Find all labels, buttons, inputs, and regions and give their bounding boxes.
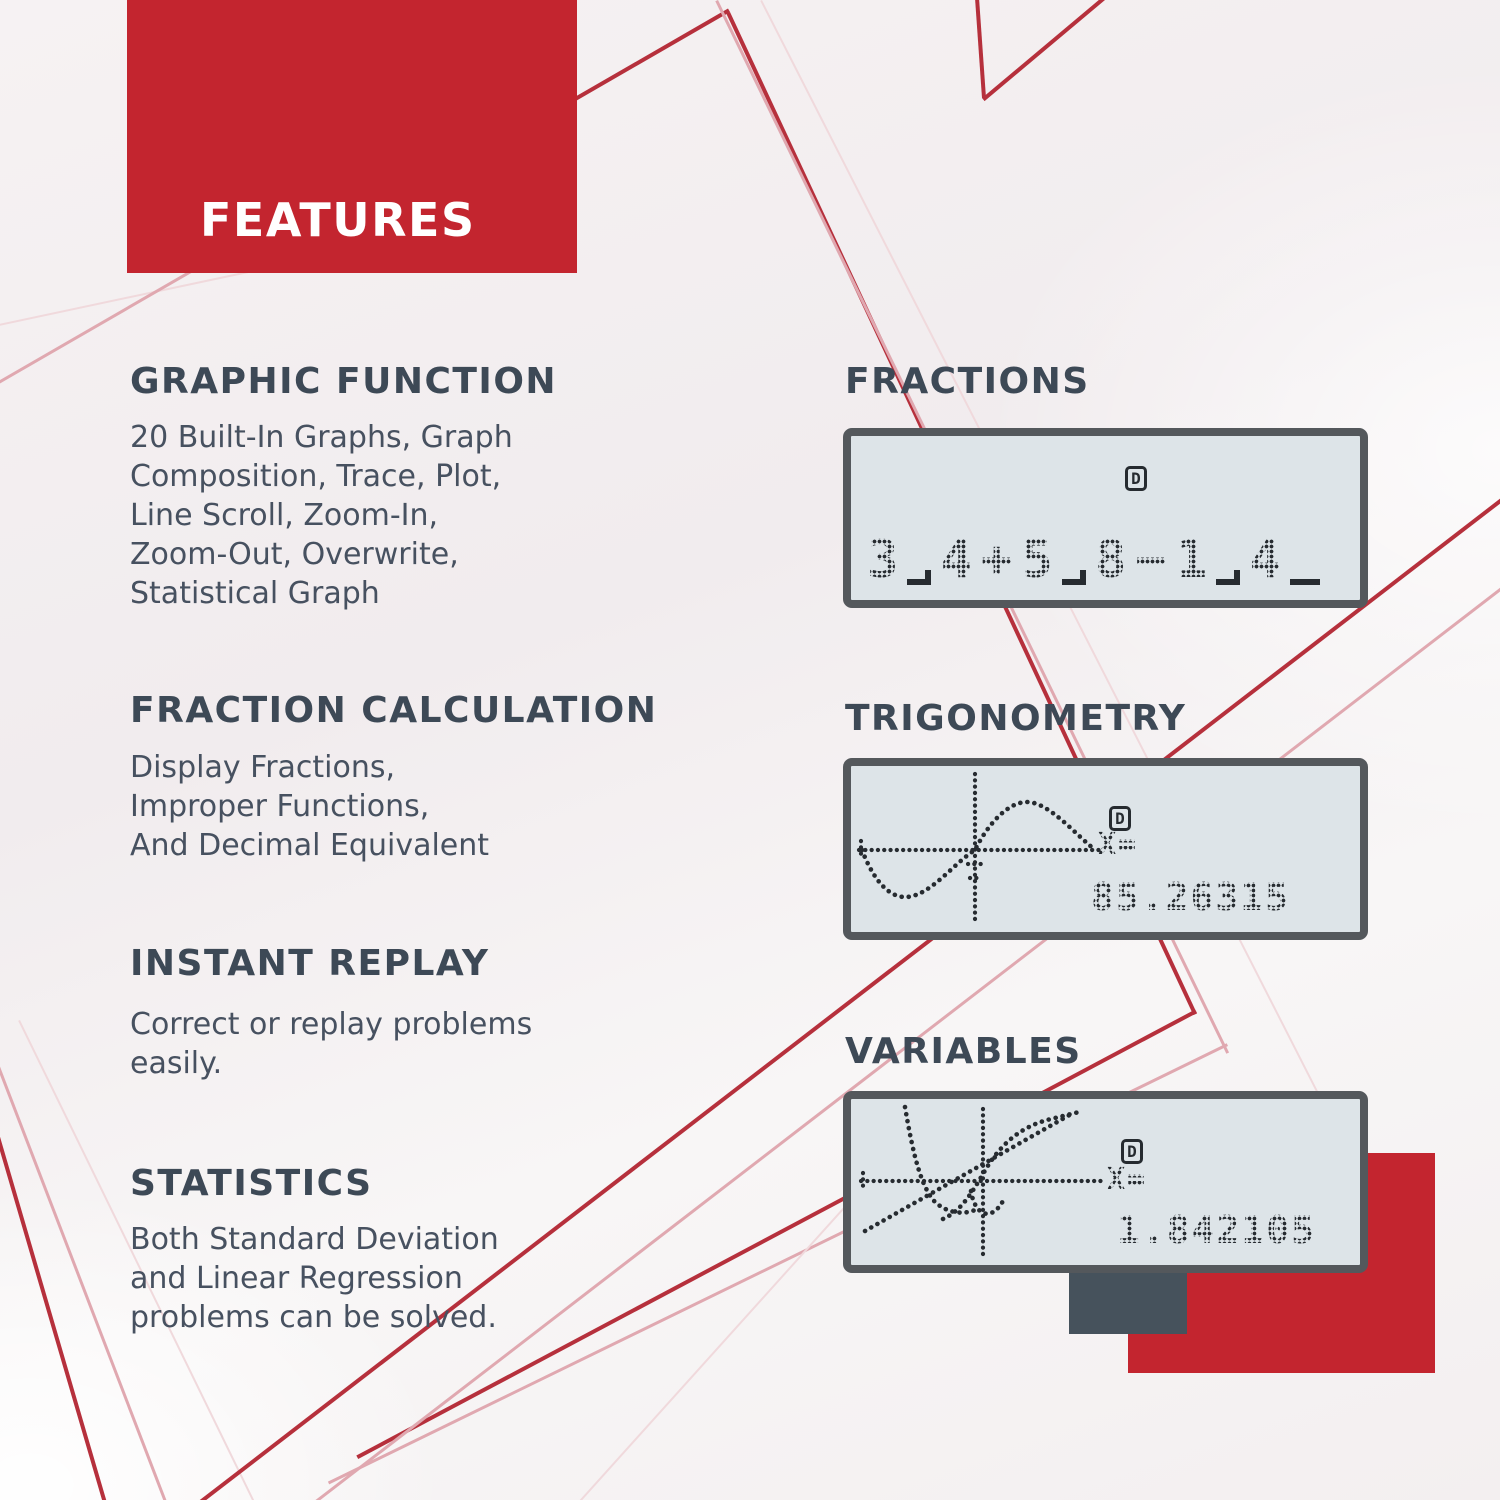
mode-indicator-badge [1125,466,1147,491]
body-line: And Decimal Equivalent [130,828,490,863]
body-line: Correct or replay problems [130,1007,533,1042]
result-value: 85.26315 [1090,875,1290,919]
body-line: Statistical Graph [130,576,380,611]
lcd-screen [851,766,1360,932]
descending-curve [905,1107,975,1213]
entry-cursor [1290,579,1320,585]
ascending-line-curve [865,1113,1073,1231]
fraction-entry-row [867,530,1320,590]
section-title: GRAPHIC FUNCTION [130,361,558,402]
lcd-character: 4 [1249,530,1281,590]
section-trigonometry [845,699,1186,739]
result-value: 1.842105 [1116,1208,1316,1252]
section-title: FRACTION CALCULATION [130,690,658,731]
decor-line [974,0,986,98]
section-title: INSTANT REPLAY [130,943,490,984]
body-line: 20 Built-In Graphs, Graph [130,420,513,455]
decor-line [982,0,1106,101]
section-statistics [130,1164,373,1204]
section-fraction-calculation-body [130,748,489,865]
u-curve [971,1191,1005,1214]
lcd-screen [851,1099,1360,1265]
banner-title: FEATURES [200,193,476,247]
body-line: easily. [130,1046,223,1081]
section-instant-replay [130,944,489,984]
body-line: Improper Functions, [130,789,430,824]
lcd-character: + [981,530,1013,590]
lcd-character: − [1135,530,1167,590]
body-line: Composition, Trace, Plot, [130,459,502,494]
mode-indicator-label: D [1127,1142,1137,1161]
section-fraction-calculation [130,691,657,731]
body-line: and Linear Regression [130,1261,463,1296]
section-instant-replay-body [130,1005,532,1083]
lcd-display-fractions [843,428,1368,608]
lcd-character: 1 [1175,530,1208,590]
lcd-screen [851,436,1360,600]
section-title: VARIABLES [845,1031,1082,1072]
result-label: X= [1107,1162,1148,1197]
fraction-separator-icon [1062,570,1086,585]
lcd-character: 4 [940,530,972,590]
lcd-display-variables [843,1091,1368,1273]
section-statistics-body [130,1220,499,1337]
body-line: Both Standard Deviation [130,1222,499,1257]
decor-line [572,9,730,102]
lcd-character: 8 [1095,530,1127,590]
section-title: STATISTICS [130,1163,373,1204]
section-title: TRIGONOMETRY [845,698,1187,739]
section-graphic-function-body [130,418,513,613]
s-curve [943,1111,1083,1219]
fraction-separator-icon [1216,570,1240,585]
result-label: X= [1098,827,1139,862]
mode-indicator-label: D [1131,469,1141,488]
section-variables [845,1032,1082,1072]
lcd-character: 5 [1021,530,1053,590]
section-title: FRACTIONS [845,361,1090,402]
section-graphic-function [130,362,557,402]
accent-slate-block [1069,1273,1187,1334]
lcd-display-trigonometry [843,758,1368,940]
body-line: Zoom-Out, Overwrite, [130,537,459,572]
lcd-character: 3 [867,530,899,590]
body-line: problems can be solved. [130,1300,497,1335]
fraction-separator-icon [907,570,931,585]
features-banner [127,0,577,273]
section-fractions [845,362,1090,402]
mode-indicator-label: D [1115,809,1125,828]
mode-indicator-badge [1121,1139,1143,1164]
body-line: Display Fractions, [130,750,396,785]
body-line: Line Scroll, Zoom-In, [130,498,439,533]
